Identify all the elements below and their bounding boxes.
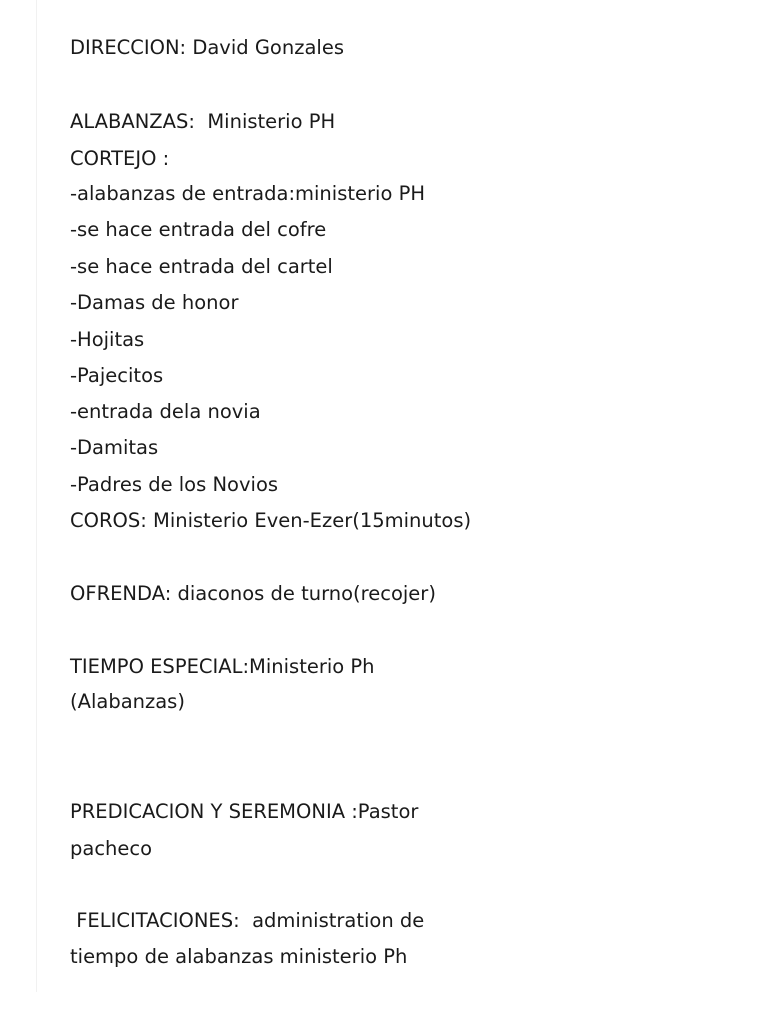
line-entrada-cartel: -se hace entrada del cartel bbox=[70, 255, 333, 278]
line-hojitas: -Hojitas bbox=[70, 328, 145, 351]
line-felicitaciones: FELICITACIONES: administration de bbox=[70, 909, 425, 932]
line-cortejo: CORTEJO : bbox=[70, 147, 170, 170]
line-tiempo-especial: TIEMPO ESPECIAL:Ministerio Ph bbox=[70, 655, 375, 678]
line-padres-novios: -Padres de los Novios bbox=[70, 473, 279, 496]
line-coros: COROS: Ministerio Even-Ezer(15minutos) bbox=[70, 509, 472, 532]
line-predicacion: PREDICACION Y SEREMONIA :Pastor bbox=[70, 800, 419, 823]
line-alabanzas-paren: (Alabanzas) bbox=[70, 690, 185, 713]
line-alabanzas: ALABANZAS: Ministerio PH bbox=[70, 110, 336, 133]
line-direccion: DIRECCION: David Gonzales bbox=[70, 36, 344, 59]
line-damitas: -Damitas bbox=[70, 436, 159, 459]
line-entrada-novia: -entrada dela novia bbox=[70, 400, 261, 423]
document-page bbox=[36, 0, 768, 992]
line-pajecitos: -Pajecitos bbox=[70, 364, 164, 387]
line-pacheco: pacheco bbox=[70, 837, 153, 860]
line-alabanzas-entrada: -alabanzas de entrada:ministerio PH bbox=[70, 182, 425, 205]
line-tiempo-alabanzas: tiempo de alabanzas ministerio Ph bbox=[70, 945, 408, 968]
line-entrada-cofre: -se hace entrada del cofre bbox=[70, 218, 327, 241]
line-damas-honor: -Damas de honor bbox=[70, 291, 239, 314]
line-ofrenda: OFRENDA: diaconos de turno(recojer) bbox=[70, 582, 436, 605]
